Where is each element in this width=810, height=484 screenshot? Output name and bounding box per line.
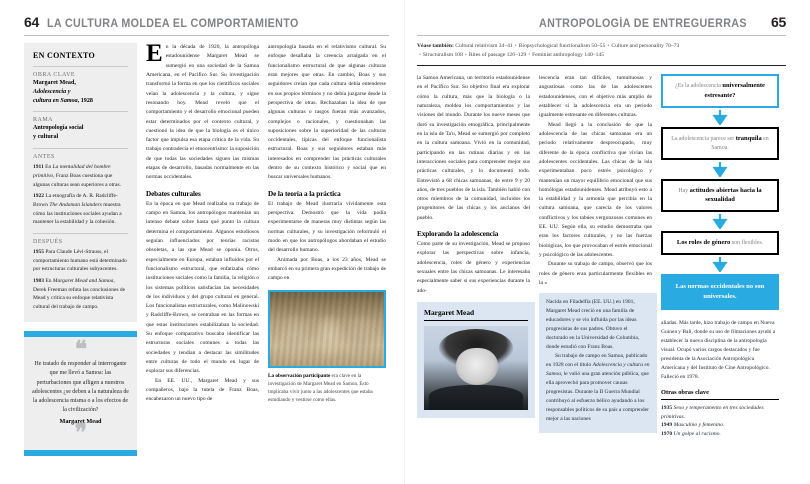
left-body-column-2 [268, 43, 386, 456]
quote-attribution: Margaret Mead [59, 418, 102, 426]
despues-2-pre: En [44, 278, 53, 285]
fieldwork-photo [268, 290, 386, 368]
work-item-3 [661, 430, 779, 439]
arrow-down-icon [712, 214, 728, 229]
rama-label: RAMA [33, 117, 54, 124]
argument-flow-diagram [661, 74, 779, 310]
flow-3-bold: actitudes abiertas hacia la sexualidad [689, 186, 762, 204]
antes-entry-2 [33, 192, 128, 227]
paragraph-roles-genero: Durante su trabajo de campo, observó que los roles de género eran particularmente flexibles en la » [539, 261, 652, 286]
photo-image-samoa [270, 292, 384, 366]
left-page-header [24, 14, 389, 35]
right-body-column-2 [539, 74, 652, 439]
rama-line2: y cultural [33, 134, 59, 141]
divider [33, 66, 128, 67]
see-also-line [417, 42, 786, 65]
despues-label: DESPUÉS [33, 238, 63, 245]
see-also-item-1[interactable]: Cultural relativism 34–41 [455, 43, 513, 49]
flow-box-5-conclusion [661, 274, 779, 310]
antes-1-italic: La mentalidad del hombre primitivo [33, 164, 111, 179]
bullet-icon: • [528, 52, 531, 59]
right-body-column-1 [417, 74, 530, 439]
bullet-icon: • [464, 52, 467, 59]
page-number-left: 64 [24, 14, 39, 30]
bullet-icon: • [514, 43, 517, 49]
despues-entry-2 [33, 277, 128, 312]
quote-open-icon: ❝ [74, 336, 87, 362]
running-head-right: ANTROPOLOGÍA DE ENTREGUERRAS [539, 18, 748, 30]
divider [424, 320, 528, 321]
work-1-title: Sexo y temperamento en tres sociedades primitivas. [661, 405, 764, 420]
bio-p2-italic: Adolescencia y cultura en Samoa [546, 362, 650, 378]
photo-texture [270, 292, 384, 366]
quote-bottom-bar [24, 450, 137, 456]
work-2-title: Masculino y femenino. [673, 422, 725, 429]
flow-1-pre: ¿Es la adolescencia [675, 83, 723, 90]
biography-title: Margaret Mead [424, 307, 475, 317]
caption-lead: La observación participante [268, 372, 331, 379]
en-contexto-title: EN CONTEXTO [33, 51, 96, 60]
context-column [24, 43, 137, 456]
antes-1-pre: En [43, 164, 53, 171]
right-body-column-3 [661, 74, 779, 439]
drop-cap: E [146, 40, 163, 67]
portrait-body [429, 385, 523, 410]
paragraph-boas: En EE. UU., Margaret Mead y sus compañeros, bajo la tutela de Franz Boas, encabezaron un nuevo tipo de [146, 377, 259, 403]
despues-2-post: , Derek Freeman refuta las conclusiones de Mead y critica su enfoque relativista cultural del trabajo de campo. [33, 278, 126, 311]
obra-clave-line3: cultura en Samoa [33, 97, 78, 104]
flow-4-bold: Los roles de género [676, 239, 731, 247]
arrow-down-icon [712, 162, 728, 177]
pull-quote [24, 337, 137, 450]
left-columns [24, 40, 389, 456]
antes-entry-1 [33, 163, 128, 189]
flow-3-pre: Hay [678, 187, 690, 194]
flow-4-post: son flexibles. [730, 240, 764, 247]
paragraph-practica: El trabajo de Mead ilustraría vívidamente esta perspectiva. Demostró que la vida podía experimentarse de maneras muy distintas según las normas culturales, y su investigación reformuló el modo en que los antropólogos abordaban el estudio del desarrollo humano. [268, 200, 386, 254]
header-rule-right [417, 35, 786, 36]
intro-paragraph [146, 40, 259, 183]
bio-p2-visible-tail: , le valió una gran atención pública, que ella aprovechó para promover causas progresistas. Durante la II Guerra Mundial contribuyó al esfuerzo bélico ayudando a los responsables políticos de su país a comprender mejor a las naciones [546, 371, 649, 423]
despues-1-text: Para Claude Lévi-Strauss, el comportamiento humano está determinado por estructuras culturales subyacentes. [33, 248, 127, 273]
flow-arrow-4 [661, 255, 779, 274]
work-1-year: 1935 [661, 405, 673, 411]
antes-2-post: muestra cómo las instituciones sociales ayudan a mantener la estabilidad y la cohesión. [33, 201, 122, 226]
paragraph-samoa-territorio: la Samoa Americana, un territorio estadounidense en el Pacífico Sur. Su objetivo final era explorar cómo la cultura, más que la biología o la naturaleza, moldea los comportamientos y las visiones del mundo. Durante los nueve meses que duró su investigación etnográfica, principalmente en la isla de Ta'u, Mead se sumergió por completo en la cultura samoana. Vivió en la comunidad, participando en las rutinas diarias y en las interacciones sociales para comprender mejor sus prácticas culturales, y lo documentó todo. Entrevistó a 68 chicas samoanas, de entre 9 y 20 años, de tres pueblos de la isla. También habló con otros miembros de la comunidad, incluidos los progenitores de las chicas y los ancianos del pueblo. [417, 75, 530, 221]
flow-box-3 [661, 179, 779, 213]
quote-text: He tratado de responder al interrogante que me llevó a Samoa: las perturbaciones que afligen a nuestros adolescentes ¿se deben a la naturaleza de la adolescencia misma o a los efectos de la civilización? [32, 361, 129, 414]
work-3-title: Un golpe al racismo. [673, 430, 721, 437]
despues-entry-1 [33, 248, 128, 274]
paragraph-perspectivas: Como parte de su investigación, Mead se propuso explorar las perspectivas sobre infancia, adolescencia, roles de género y experiencias sexuales entre las chicas samoanas. Le interesaba especialmente saber si sus experiencias durante la ado- [417, 241, 530, 294]
paragraph-conclusion: Mead llegó a la conclusión de que la adolescencia de las chicas samoanas era un periodo relativamente despreocupado, muy diferente de la época conflictiva que vivían las adolescentes occidentales. Las chicas de la isla experimentaban poco estrés psicológico y mantenían un mayor equilibrio emocional que sus homólogas estadounidenses. Mead atribuyó esto a la estabilidad y la armonía que percibía en la cultura samoana, que carecía de los valores conflictivos y los tabúes vergonzosos comunes en EE. UU. Según ella, su estudio demostraba que eran los factores culturales, y no las fuerzas biológicas, los que provocaban el estrés emocional y psicológico de las adolescentes. [539, 121, 652, 259]
intro-paragraph-text: n la década de 1920, la antropóloga estadounidense Margaret Mead se sumergió en una sociedad de la Samoa Americana, en el Pacífico Sur. Su investigación transformó la forma en que los científicos sociales veían la adolescencia y la cultura, y sigue resonando hoy. Mead reveló que el comportamiento y el desarrollo emocional pueden estar determinados por el contexto cultural, y cuestionó la idea de que la biología es el único factor que impulsa esa etapa crítica de la vida. Su trabajo contradecía el etnocentrismo: la suposición de que todas las sociedades siguen las mismas etapas de desarrollo, basadas normalmente en las normas occidentales. [146, 44, 259, 181]
obra-clave-line2: Adolescencia y [33, 88, 71, 95]
see-also-item-2[interactable]: Biopsychological functionalism 50–55 [518, 43, 606, 49]
rama-line1: Antropología social [33, 125, 84, 132]
arrow-down-icon [712, 257, 728, 272]
see-also-item-6[interactable]: Feminist anthropology 140–145 [532, 52, 604, 59]
divider [33, 233, 128, 234]
work-item-1 [661, 404, 779, 421]
divider [661, 399, 779, 400]
flow-5-bold: Las normas occidentales no son universales. [675, 283, 765, 300]
flow-box-4 [661, 231, 779, 255]
margaret-mead-portrait [424, 326, 528, 410]
paragraph-expedicion: Animada por Boas, a los 23 años, Mead se embarcó en su primera gran expedición de trabajo de campo en [268, 256, 386, 282]
heading-explorando-adolescencia: Explorando la adolescencia [417, 230, 499, 239]
see-also-item-5[interactable]: Rites of passage 126–129 [468, 52, 527, 59]
obra-clave-value [33, 79, 128, 105]
heading-debates-culturales: Debates culturales [146, 189, 201, 198]
paragraph-debates: En la época en que Mead realizaba su trabajo de campo en Samoa, los antropólogos mantenían un intenso debate sobre hasta qué punto la cultura determina el comportamiento. Algunos estudiosos seguían influenciados por teorías racistas obsoletas, a las que Mead se oponía. Otros, especialmente en Europa, estaban influidos por el funcionalismo estructural, que enfatizaba cómo instituciones sociales como la familia, la religión o los sistemas políticos satisfacían las necesidades de los individuos y del grupo cultural en general. Los funcionalistas estructurales, como Malinowski y Radcliffe-Brown, se centraban en las formas en que estas instituciones estabilizaban la sociedad. Su enfoque comparativo buscaba identificar las estructuras sociales comunes a todas las sociedades y tendían a destacar las similitudes entre culturas de todo el mundo en lugar de explorar sus diferencias. [146, 200, 259, 375]
paragraph-relativismo: antropología basada en el relativismo cultural. Su enfoque desafiaba la creencia arraigada en el funcionalismo estructural de que algunas culturas eran mejores que otras. En cambio, Boas y sus seguidores creían que cada cultura debía entenderse en sus propios términos y no debía juzgarse desde la perspectiva de otras. Rechazaban la idea de que algunas culturas o rasgos fueran más avanzados, complejos o racionales, y cuestionaban las suposiciones sobre la superioridad de las culturas occidentales, típicas del enfoque funcionalista estructural. Boas y sus seguidores estaban más interesados en comprender las prácticas culturales dentro de su contexto histórico y social que en buscar universales humanos. [268, 44, 386, 181]
flow-arrow-1 [661, 108, 779, 127]
paragraph-lescencia: lescencia eran tan difíciles, tumultuosas y angustiosas como las de las adolescentes estadounidenses, con el objetivo más amplio de establecer si la adolescencia era un periodo igualmente estresante en diferentes culturas. [539, 75, 652, 119]
antes-1-year: 1911 [33, 164, 44, 171]
flow-arrow-2 [661, 160, 779, 179]
biography-text-continuation [539, 293, 657, 432]
rama-value [33, 124, 128, 142]
divider [33, 148, 128, 149]
flow-arrow-3 [661, 212, 779, 231]
heading-teoria-practica: De la teoría a la práctica [268, 189, 341, 198]
caption-rest: era clave en la investigación de Margaret Mead en Samoa. Esto implicaba vivir junto a las adolescentes que estaba estudiando y vestirse como ellas. [268, 372, 373, 404]
flow-1-bold: universalmente estresante? [704, 82, 765, 99]
antes-2-italic: The Andaman Islanders [49, 201, 102, 208]
obra-clave-line1: Margaret Mead, [33, 80, 76, 86]
antes-2-year: 1922 [33, 193, 44, 200]
see-also-item-4[interactable]: Structuralism 108 [422, 52, 463, 59]
despues-2-italic: Margaret Mead and Samoa [52, 278, 114, 285]
antes-2-pre: La etnografía de A. R. Radcliffe-Brown [33, 193, 118, 208]
page-number-right: 65 [771, 14, 786, 30]
running-head-left: LA CULTURA MOLDEA EL COMPORTAMIENTO [46, 18, 299, 30]
quote-close-icon: ❞ [74, 420, 87, 446]
bio-paragraph-1: Nacida en Filadelfia (EE. UU.) en 1901, Margaret Mead creció en una familia de educadores y se vio influida por las ideas progresistas de sus padres. Obtuvo el doctorado en la Universidad de Columbia, donde estudió con Franz Boas. [546, 299, 640, 351]
flow-2-pre: La adolescencia parece ser [671, 135, 736, 142]
biography-box [417, 302, 535, 418]
flow-box-1 [661, 74, 779, 108]
obra-clave-year: , 1928 [77, 97, 93, 104]
left-body-column-1 [146, 40, 259, 456]
right-page [405, 0, 810, 484]
bullet-icon: • [607, 43, 610, 49]
despues-1-year: 1955 [33, 248, 44, 255]
otras-obras-title: Otras obras clave [661, 389, 709, 396]
obra-clave-label: OBRA CLAVE [33, 72, 76, 78]
flow-2-post: en Samoa. [711, 135, 769, 151]
right-page-header [417, 14, 786, 35]
flow-2-bold: tranquila [735, 134, 762, 142]
see-also-label: Véase también: [417, 43, 454, 49]
arrow-down-icon [712, 110, 728, 125]
antes-1-post: , Franz Boas cuestiona que algunas culturas sean superiores a otras. [33, 172, 121, 188]
bio-paragraph-3: aliadas. Más tarde, hizo trabajo de campo en Nueva Guinea y Bali, donde su uso de filmaciones ayudó a establecer la nueva disciplina de la antropología visual. Ocupó varios cargos destacados y fue presidenta de la Asociación Antropológica Americana y del Instituto de Cine Antropológico. Falleció en 1978. [661, 319, 776, 380]
see-also-item-3[interactable]: Culture and personality 70–73 [611, 43, 680, 49]
right-columns [417, 74, 786, 439]
bio-p2-pre: Su trabajo de campo en Samoa, publicado en 1928 con el título [546, 353, 648, 369]
work-item-2 [661, 421, 779, 430]
despues-2-year: 1983 [33, 278, 44, 285]
portrait-face [456, 348, 498, 385]
en-contexto-box [24, 43, 137, 322]
bio-tail-column [661, 319, 779, 439]
work-2-year: 1949 [661, 422, 673, 429]
header-rule-left [24, 35, 389, 36]
bullet-icon: • [419, 52, 421, 59]
see-also-rule [417, 65, 786, 66]
work-3-year: 1970 [661, 430, 673, 437]
divider [33, 111, 128, 112]
bio-paragraph-2 [546, 352, 650, 424]
flow-box-2 [661, 127, 779, 160]
photo-caption [268, 372, 386, 405]
antes-label: ANTES [33, 154, 55, 161]
